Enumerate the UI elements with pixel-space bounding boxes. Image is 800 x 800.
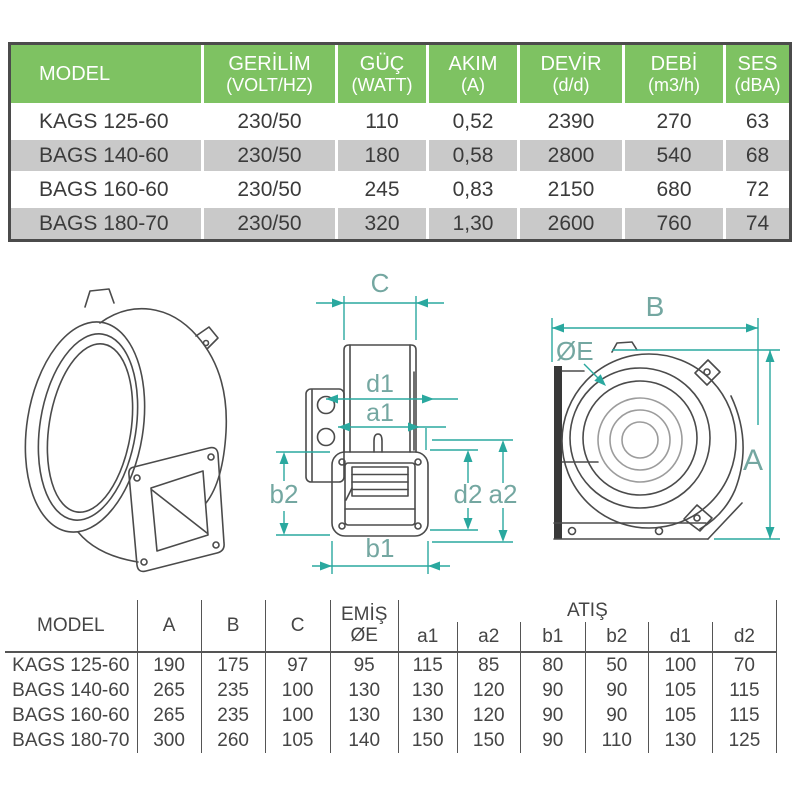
spec-value-cell: 0,83 bbox=[429, 174, 517, 205]
spec-value-cell: 680 bbox=[625, 174, 723, 205]
spec-model-cell: BAGS 160-60 bbox=[11, 174, 201, 205]
dim-value-cell: 125 bbox=[712, 728, 776, 753]
spec-value-cell: 245 bbox=[338, 174, 426, 205]
dim-row bbox=[5, 652, 777, 678]
dim-value-cell: 265 bbox=[137, 678, 201, 703]
spec-value-cell: 230/50 bbox=[204, 208, 335, 239]
electrical-spec-table bbox=[8, 42, 792, 242]
dim-label-a2: a2 bbox=[488, 479, 518, 509]
dim-col-b2: b2 bbox=[585, 622, 648, 652]
dim-value-cell: 115 bbox=[398, 652, 457, 678]
fan-side-dimension-drawing bbox=[270, 268, 518, 574]
dim-value-cell: 95 bbox=[330, 652, 398, 678]
spec-table-body bbox=[11, 106, 789, 239]
dim-label-b1: b1 bbox=[365, 533, 395, 563]
spec-value-cell: 180 bbox=[338, 140, 426, 171]
spec-value-cell: 74 bbox=[726, 208, 789, 239]
spec-model-cell: BAGS 180-70 bbox=[11, 208, 201, 239]
dimensions-table bbox=[5, 600, 777, 753]
dim-value-cell: 235 bbox=[201, 678, 265, 703]
spec-value-cell: 540 bbox=[625, 140, 723, 171]
dim-label-a1: a1 bbox=[366, 399, 394, 427]
dim-value-cell: 300 bbox=[137, 728, 201, 753]
dim-label-b: B bbox=[645, 291, 665, 322]
dim-value-cell: 90 bbox=[520, 703, 585, 728]
spec-value-cell: 230/50 bbox=[204, 140, 335, 171]
spec-value-cell: 2600 bbox=[520, 208, 622, 239]
dim-value-cell: 120 bbox=[457, 703, 520, 728]
spec-value-cell: 230/50 bbox=[204, 174, 335, 205]
dim-label-a: A bbox=[742, 444, 764, 477]
dim-col-a: A bbox=[137, 600, 201, 652]
dim-value-cell: 150 bbox=[398, 728, 457, 753]
dim-value-cell: 50 bbox=[585, 652, 648, 678]
spec-row bbox=[11, 106, 789, 137]
outlet-flange-front bbox=[332, 452, 428, 536]
dim-value-cell: 120 bbox=[457, 678, 520, 703]
dim-value-cell: 100 bbox=[648, 652, 712, 678]
spec-column-header: AKIM (A) bbox=[429, 45, 517, 103]
spec-value-cell: 0,52 bbox=[429, 106, 517, 137]
spec-value-cell: 2800 bbox=[520, 140, 622, 171]
dim-col-model: MODEL bbox=[5, 600, 137, 652]
dim-value-cell: 90 bbox=[585, 678, 648, 703]
inlet-grille-perspective bbox=[36, 338, 144, 519]
spec-model-cell: KAGS 125-60 bbox=[11, 106, 201, 137]
dim-value-cell: 175 bbox=[201, 652, 265, 678]
dim-col-a2: a2 bbox=[457, 622, 520, 652]
dim-value-cell: 115 bbox=[712, 678, 776, 703]
dim-col-a1: a1 bbox=[398, 622, 457, 652]
spec-row bbox=[11, 174, 789, 205]
spec-table-header-row bbox=[11, 45, 789, 103]
dim-model-cell: KAGS 125-60 bbox=[12, 654, 130, 676]
spec-value-cell: 760 bbox=[625, 208, 723, 239]
dim-value-cell: 97 bbox=[265, 652, 330, 678]
spec-value-cell: 0,58 bbox=[429, 140, 517, 171]
spec-value-cell: 230/50 bbox=[204, 106, 335, 137]
dim-label-b2: b2 bbox=[269, 479, 299, 509]
dim-label-d1: d1 bbox=[366, 370, 394, 398]
technical-drawings bbox=[0, 268, 800, 598]
inlet-label-line1: EMİŞ bbox=[340, 603, 388, 625]
dim-row bbox=[5, 728, 777, 753]
dim-col-b: B bbox=[201, 600, 265, 652]
inlet-label-line2: ØE bbox=[350, 624, 378, 646]
spec-value-cell: 270 bbox=[625, 106, 723, 137]
dim-label-d2: d2 bbox=[453, 479, 483, 509]
spec-column-header: GERİLİM (VOLT/HZ) bbox=[204, 45, 335, 103]
dim-value-cell: 85 bbox=[457, 652, 520, 678]
dim-col-d2: d2 bbox=[712, 622, 776, 652]
spec-column-header: SES (dBA) bbox=[726, 45, 789, 103]
spec-value-cell: 320 bbox=[338, 208, 426, 239]
dim-row bbox=[5, 678, 777, 703]
dim-model-cell: BAGS 180-70 bbox=[12, 729, 130, 751]
spec-row bbox=[11, 208, 789, 239]
dim-value-cell: 70 bbox=[712, 652, 776, 678]
dim-value-cell: 90 bbox=[585, 703, 648, 728]
spec-row bbox=[11, 140, 789, 171]
fan-front-dimension-drawing bbox=[552, 291, 780, 539]
dim-label-c: C bbox=[370, 268, 390, 298]
dim-value-cell: 235 bbox=[201, 703, 265, 728]
dim-value-cell: 90 bbox=[520, 728, 585, 753]
dim-value-cell: 140 bbox=[330, 728, 398, 753]
dim-value-cell: 150 bbox=[457, 728, 520, 753]
dim-col-c: C bbox=[265, 600, 330, 652]
mounting-plate bbox=[554, 366, 562, 539]
spec-column-header: DEBİ (m3/h) bbox=[625, 45, 723, 103]
dim-col-inlet-diameter bbox=[330, 600, 398, 652]
spec-column-header: MODEL bbox=[11, 45, 201, 103]
spec-value-cell: 2150 bbox=[520, 174, 622, 205]
spec-value-cell: 110 bbox=[338, 106, 426, 137]
dim-value-cell: 260 bbox=[201, 728, 265, 753]
spec-value-cell: 2390 bbox=[520, 106, 622, 137]
dim-value-cell: 80 bbox=[520, 652, 585, 678]
dim-value-cell: 130 bbox=[330, 703, 398, 728]
spec-value-cell: 63 bbox=[726, 106, 789, 137]
dim-value-cell: 265 bbox=[137, 703, 201, 728]
dim-model-cell: BAGS 140-60 bbox=[12, 679, 130, 701]
dim-label-oe: ØE bbox=[556, 336, 594, 366]
spec-value-cell: 72 bbox=[726, 174, 789, 205]
dim-value-cell: 130 bbox=[398, 703, 457, 728]
dim-value-cell: 105 bbox=[648, 703, 712, 728]
dim-row bbox=[5, 703, 777, 728]
spec-column-header: GÜÇ (WATT) bbox=[338, 45, 426, 103]
dim-col-b1: b1 bbox=[520, 622, 585, 652]
dim-value-cell: 90 bbox=[520, 678, 585, 703]
dim-value-cell: 130 bbox=[330, 678, 398, 703]
dim-value-cell: 115 bbox=[712, 703, 776, 728]
dim-value-cell: 100 bbox=[265, 678, 330, 703]
dim-value-cell: 110 bbox=[585, 728, 648, 753]
spec-value-cell: 1,30 bbox=[429, 208, 517, 239]
dim-group-outlet: ATIŞ bbox=[398, 600, 776, 622]
dim-value-cell: 100 bbox=[265, 703, 330, 728]
spec-value-cell: 68 bbox=[726, 140, 789, 171]
dim-value-cell: 190 bbox=[137, 652, 201, 678]
dim-model-cell: BAGS 160-60 bbox=[12, 704, 130, 726]
dim-col-d1: d1 bbox=[648, 622, 712, 652]
dim-value-cell: 105 bbox=[265, 728, 330, 753]
dim-value-cell: 105 bbox=[648, 678, 712, 703]
dim-value-cell: 130 bbox=[398, 678, 457, 703]
spec-column-header: DEVİR (d/d) bbox=[520, 45, 622, 103]
spec-model-cell: BAGS 140-60 bbox=[11, 140, 201, 171]
dim-value-cell: 130 bbox=[648, 728, 712, 753]
fan-perspective-drawing bbox=[11, 289, 226, 571]
